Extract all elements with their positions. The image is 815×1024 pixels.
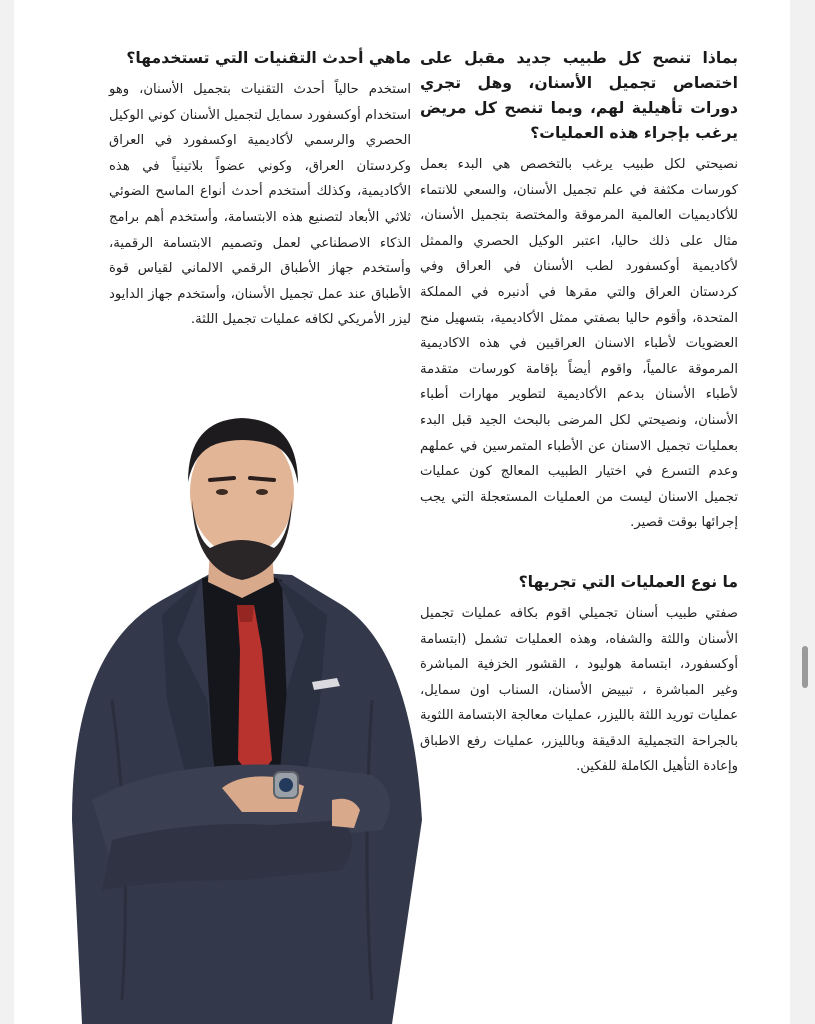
scrollbar-thumb[interactable] [802, 646, 808, 688]
magazine-page [14, 0, 790, 1024]
answer-paragraph: استخدم حالياً أحدث التقنيات بتجميل الأسنان، وهو استخدام أوكسفورد سمايل لتجميل الأسنان كوني الوكيل الحصري والرسمي لأكاديمية اوكسفورد في العراق وكردستان العراق، وكوني عضواً بلاتينياً في هذه الأكاديمية، وكذلك أستخدم أحدث أنواع الماسح الضوئي ثلاثي الأبعاد لتصنيع هذه الابتسامة، وأستخدم أهم برامج الذكاء الاصطناعي لعمل وتصميم الابتسامة الرقمية، وأستخدم جهاز الأطباق الرقمي الالماني لقياس قوة الأطباق عند عمل تجميل الأسنان، وأستخدم جهاز الدايود ليزر الأمريكي لكافه عمليات تجميل اللثة. [109, 82, 411, 328]
answer-paragraph: صفتي طبيب أسنان تجميلي اقوم بكافه عمليات تجميل الأسنان واللثة والشفاه، وهذه العمليات تشمل (ابتسامة أوكسفورد، ابتسامة هوليود ، القشور الخزفية المباشرة وغير المباشرة ، تبييض الأسنان، السناب اون سمايل، عمليات توريد اللثة بالليزر، عمليات معالجة الابتسامة اللثوية بالجراحة التجميلية الدقيقة وبالليزر، عمليات رفع الاطباق وإعادة التأهيل الكاملة للفكين. [420, 605, 738, 775]
left-column [109, 46, 411, 333]
answer-paragraph: نصيحتي لكل طبيب يرغب بالتخصص هي البدء بعمل كورسات مكثفة في علم تجميل الأسنان، والسعي للانتماء للأكاديميات العالمية المرموقة والمختصة بتجميل الأسنان، مثال على ذلك حاليا، اعتبر الوكيل الحصري والممثل لأكاديمية أوكسفورد لطب الأسنان في العراق وفي كردستان العراق والتي مقرها في أدنبره في المملكة المتحدة، وأقوم حاليا بصفتي ممثل الأكاديمية، بتسهيل منح العضويات لأطباء الاسنان العراقيين في هذه الاكاديمية المرموقة عالمياً، واقوم أيضاً بإقامة كورسات متقدمة لأطباء الأسنان بدعم الأكاديمية لتطوير مهارات أطباء الأسنان، ونصيحتي لكل المرضى بالبحث الجيد قبل البدء بعمليات تجميل الاسنان عن الأطباء المتمرسين في عملهم وعدم التسرع في اختيار الطبيب المعالج كون عمليات تجميل الاسنان ليست من العمليات المستعجلة التي يجب إجرائها بوقت قصير. [420, 157, 738, 531]
right-column [420, 46, 738, 780]
question-title: ما نوع العمليات التي تجريها؟ [518, 572, 738, 591]
doctor-portrait [42, 400, 432, 1024]
question-title: بماذا تنصح كل طبيب جديد مقبل على اختصاص تجميل الأسنان، وهل تجري دورات تأهيلية لهم، وبما تنصح كل مريض يرغب بإجراء هذه العمليات؟ [420, 49, 738, 142]
question-title: ماهي أحدث التقنيات التي تستخدمها؟ [126, 49, 411, 67]
vertical-scrollbar[interactable] [800, 0, 811, 1024]
